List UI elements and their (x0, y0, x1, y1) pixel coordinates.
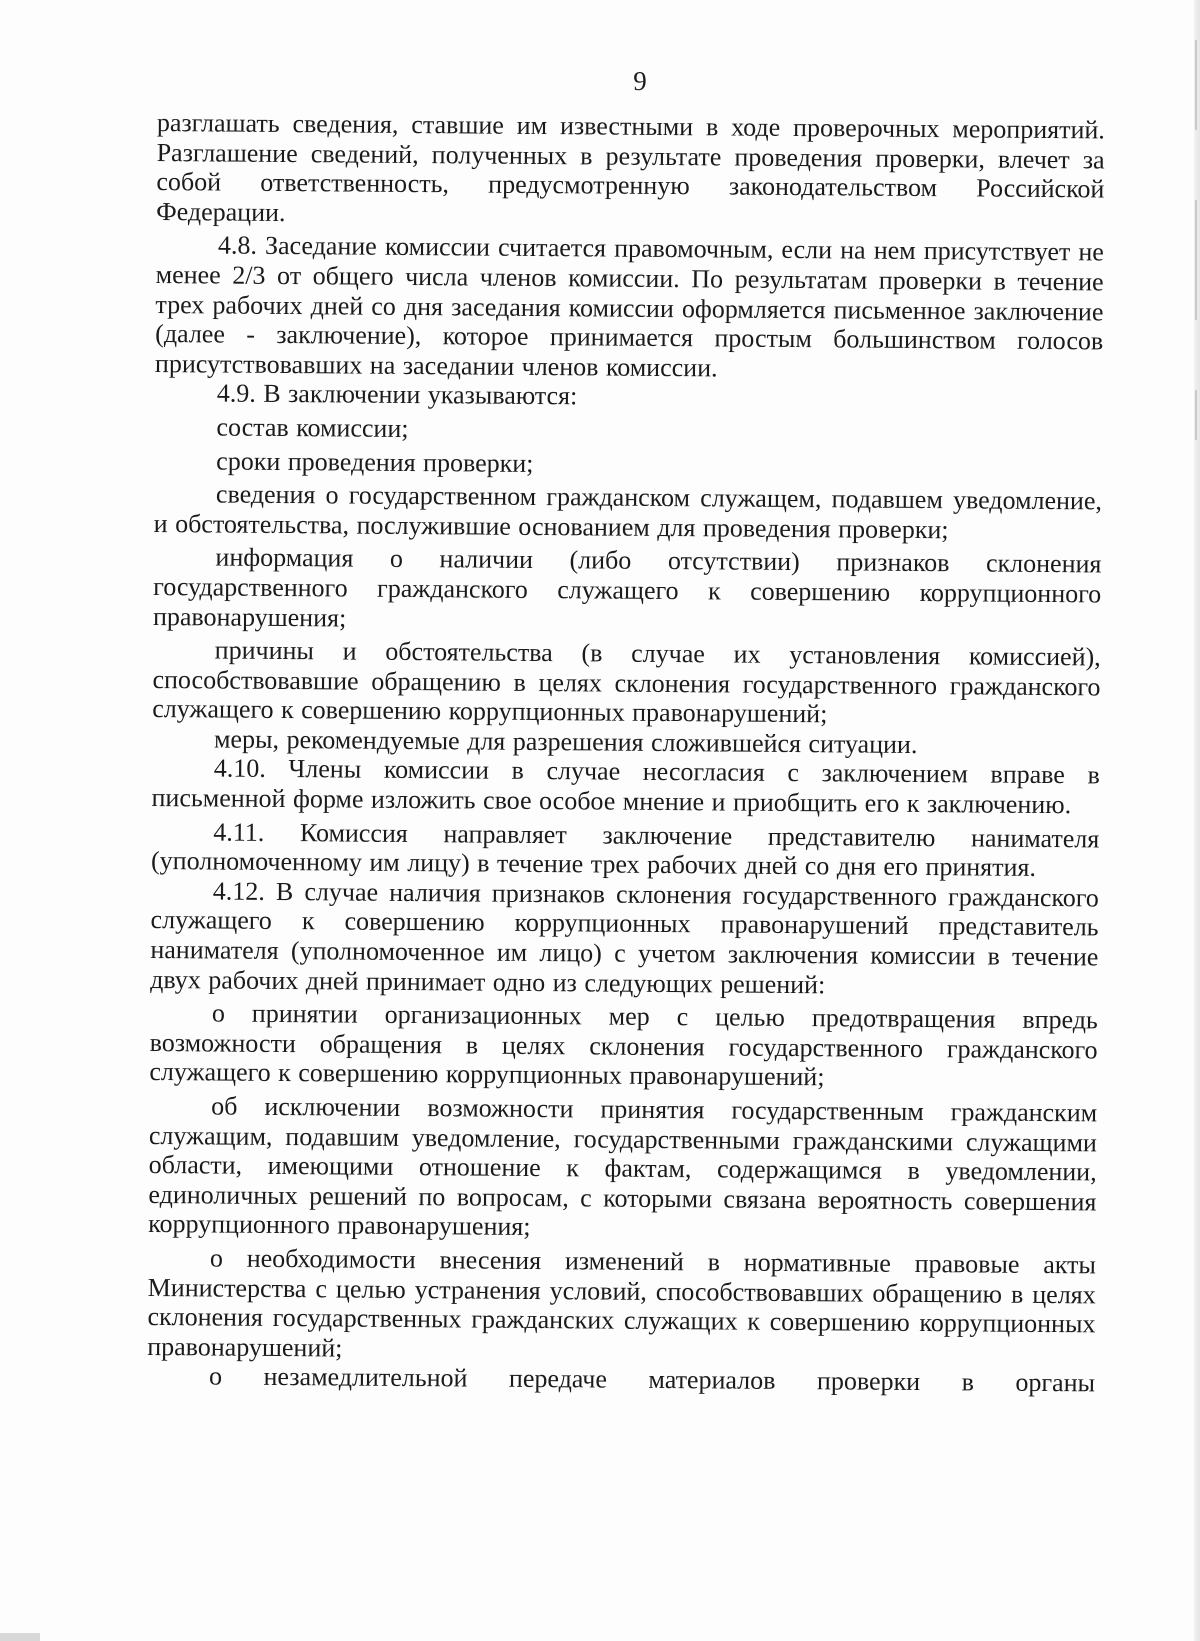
paragraph: 4.11. Комиссия направляет заключение представителю нанимателя (уполномоченному им лицу) в течение трех рабочих дней со дня его принятия. (150, 817, 1100, 883)
document-body (147, 108, 1105, 1398)
list-item: об исключении возможности принятия государственным гражданским служащим, подавшим уведомление, государственными гражданскими служащими области, имеющими отношение к фактам, содержащимся в уведомлении, единоличных решений по вопросам, с которыми связана вероятность совершения коррупционного правонарушения; (148, 1091, 1098, 1242)
list-item: информация о наличии (либо отсутствии) признаков склонения государственного гражданского служащего к совершению коррупционного правонарушения; (152, 542, 1102, 633)
paragraph: 4.9. В заключении указываются: (216, 378, 578, 411)
scan-mark (0, 1633, 40, 1641)
paragraph: 4.12. В случае наличия признаков склонения государственного гражданского служащего к совершению коррупционных правонарушений представитель нанимателя (уполномоченное им лицо) с учетом заключения комиссии в течение двух рабочих дней принимает одно из следующих решений: (150, 876, 1099, 999)
scan-mark (1195, 40, 1197, 130)
paragraph: 4.8. Заседание комиссии считается правомочным, если на нем присутствует не менее 2/3 от общего числа членов комиссии. По результатам проверки в течение трех рабочих дней со дня заседания комиссии оформляется письменное заключение (далее - заключение), которое принимается простым большинством голосов присутствовавших на заседании членов комиссии. (154, 230, 1105, 383)
list-item: причины и обстоятельства (в случае их установления комиссией), способствовавшие обращению в целях склонения государственного гражданского служащего к совершению коррупционных правонарушений; (152, 635, 1101, 729)
list-item: сведения о государственном гражданском служащем, подавшем уведомление, и обстоятельства, послужившие основанием для проведения проверки; (153, 479, 1103, 544)
list-item: сроки проведения проверки; (216, 446, 534, 478)
list-item: состав комиссии; (216, 412, 409, 443)
paragraph: 4.10. Члены комиссии в случае несогласия с заключением вправе в письменной форме изложить свое особое мнение и приобщить его к заключению. (151, 753, 1100, 820)
list-item: о необходимости внесения изменений в нормативные правовые акты Министерства с целью устранения условий, способствовавших обращению в целях склонения государственных гражданских служащих к совершению коррупционных правонарушений; (147, 1243, 1097, 1363)
list-item-continued: о незамедлительной передаче материалов проверки в органы (208, 1361, 1096, 1398)
scan-mark (1195, 200, 1197, 320)
scan-mark (1195, 390, 1197, 440)
list-item: меры, рекомендуемые для разрешения сложившейся ситуации. (213, 724, 918, 759)
paragraph: разглашать сведения, ставшие им известными в ходе проверочных мероприятий. Разглашение сведений, полученных в результате проведения проверки, влечет за собой ответственность, предусмотренную законодательством Российской Федерации. (156, 108, 1105, 227)
page-number: 9 (633, 66, 647, 96)
list-item: о принятии организационных мер с целью предотвращения впредь возможности обращения в целях склонения государственного гражданского служащего к совершению коррупционных правонарушений; (149, 998, 1098, 1092)
